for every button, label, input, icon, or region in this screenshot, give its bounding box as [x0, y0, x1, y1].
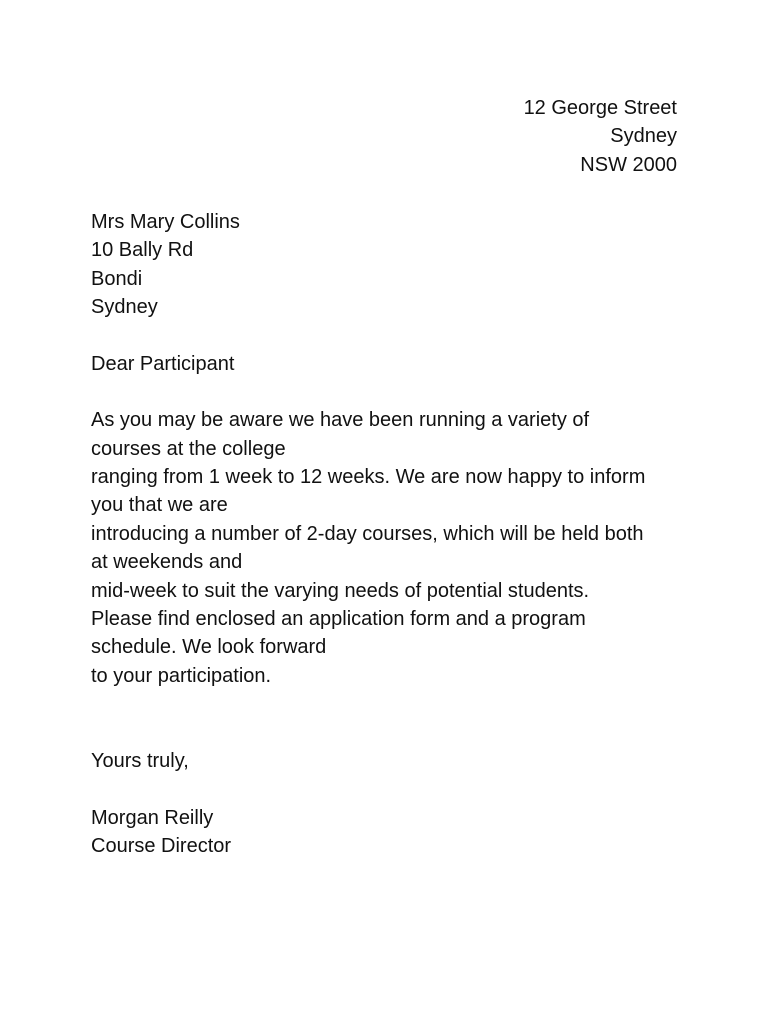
closing: Yours truly, [91, 750, 189, 772]
sender-city: Sydney [610, 125, 677, 147]
salutation: Dear Participant [91, 353, 235, 375]
body-line: As you may be aware we have been running a variety of [91, 409, 590, 431]
body-line: courses at the college [91, 438, 286, 460]
recipient-street: 10 Bally Rd [91, 239, 194, 261]
body-line: schedule. We look forward [91, 636, 327, 658]
body-line: Please find enclosed an application form and a program [91, 608, 586, 630]
body-line: introducing a number of 2-day courses, which will be held both [91, 523, 644, 545]
body-line: ranging from 1 week to 12 weeks. We are now happy to inform [91, 466, 646, 488]
body-line: you that we are [91, 494, 228, 516]
body-line: at weekends and [91, 551, 243, 573]
recipient-city: Sydney [91, 296, 158, 318]
body-line: mid-week to suit the varying needs of potential students. [91, 580, 590, 602]
body-line: to your participation. [91, 665, 272, 687]
recipient-name: Mrs Mary Collins [91, 211, 240, 233]
recipient-suburb: Bondi [91, 268, 143, 290]
signature-name: Morgan Reilly [91, 807, 214, 829]
sender-street: 12 George Street [523, 97, 677, 119]
signature-title: Course Director [91, 835, 232, 857]
sender-state-postcode: NSW 2000 [580, 154, 677, 176]
